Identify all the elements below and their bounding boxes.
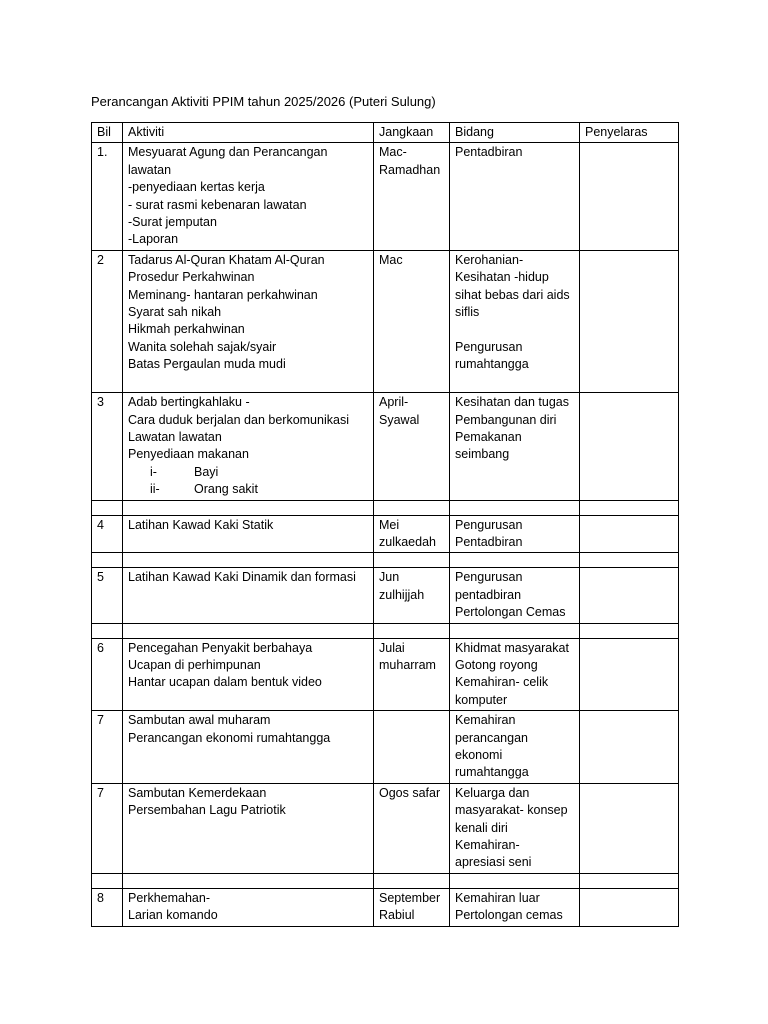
- cell-bil: 2: [92, 250, 123, 392]
- bidang-line: perancangan: [455, 730, 528, 745]
- cell-aktiviti: [123, 638, 374, 711]
- cell-aktiviti: [123, 250, 374, 392]
- cell-aktiviti: [123, 143, 374, 250]
- cell-bil: 3: [92, 393, 123, 500]
- activity-plan-table: [91, 122, 679, 927]
- jangkaan-line: Mac: [379, 252, 403, 267]
- bidang-line: sihat bebas dari aids: [455, 287, 570, 302]
- cell-jangkaan: [374, 638, 450, 711]
- cell-bil: 1.: [92, 143, 123, 250]
- bidang-line: Pengurusan: [455, 570, 523, 585]
- bidang-line: masyarakat- konsep: [455, 803, 568, 818]
- jangkaan-line: zulhijjah: [379, 587, 425, 602]
- aktiviti-line: Prosedur Perkahwinan: [128, 270, 255, 285]
- cell-aktiviti: [123, 711, 374, 784]
- aktiviti-line: - surat rasmi kebenaran lawatan: [128, 197, 307, 212]
- aktiviti-line: Persembahan Lagu Patriotik: [128, 803, 286, 818]
- jangkaan-line: Ogos safar: [379, 785, 441, 800]
- cell-jangkaan: [374, 568, 450, 623]
- cell-bil: 7: [92, 711, 123, 784]
- aktiviti-subitem: [128, 464, 368, 481]
- jangkaan-line: Syawal: [379, 412, 420, 427]
- bidang-line: komputer: [455, 692, 508, 707]
- cell-penyelaras: [580, 393, 679, 500]
- bidang-line: Gotong royong: [455, 657, 538, 672]
- cell-penyelaras: [580, 568, 679, 623]
- aktiviti-line: Syarat sah nikah: [128, 305, 222, 320]
- cell-jangkaan: [374, 250, 450, 392]
- bidang-line: ekonomi: [455, 748, 503, 762]
- aktiviti-line: Perancangan ekonomi rumahtangga: [128, 730, 331, 745]
- page-title: Perancangan Aktiviti PPIM tahun 2025/2026 (Puteri Sulung): [91, 94, 436, 109]
- jangkaan-line: September: [379, 890, 441, 905]
- cell-aktiviti: [123, 393, 374, 500]
- cell-jangkaan: [374, 711, 450, 784]
- table-row: [92, 568, 679, 623]
- bidang-line: seimbang: [455, 447, 510, 462]
- cell-jangkaan: [374, 888, 450, 926]
- bidang-line: Kemahiran-: [455, 838, 520, 853]
- subitem-text: Orang sakit: [194, 482, 258, 497]
- bidang-line: rumahtangga: [455, 357, 529, 372]
- bidang-line: Kemahiran: [455, 713, 516, 728]
- aktiviti-line: Ucapan di perhimpunan: [128, 657, 261, 672]
- cell-bidang: [450, 393, 580, 500]
- table-row: [92, 783, 679, 873]
- jangkaan-line: muharram: [379, 657, 436, 672]
- bidang-line: pentadbiran: [455, 587, 522, 602]
- aktiviti-line: Pencegahan Penyakit berbahaya: [128, 640, 313, 655]
- jangkaan-line: Mei: [379, 517, 400, 532]
- bidang-line: Pemakanan: [455, 429, 522, 444]
- aktiviti-line: Penyediaan makanan: [128, 447, 249, 462]
- aktiviti-line: Tadarus Al-Quran Khatam Al-Quran: [128, 252, 325, 267]
- table-row: [92, 515, 679, 553]
- bidang-line: apresiasi seni: [455, 855, 532, 870]
- table-header-row: [92, 123, 679, 143]
- jangkaan-line: Rabiul: [379, 908, 415, 923]
- cell-bidang: [450, 568, 580, 623]
- header-jangkaan: Jangkaan: [374, 123, 450, 143]
- cell-bil: 4: [92, 515, 123, 553]
- bidang-line: siflis: [455, 305, 480, 320]
- aktiviti-line: -Laporan: [128, 232, 179, 247]
- cell-bil: 5: [92, 568, 123, 623]
- aktiviti-line: Latihan Kawad Kaki Dinamik dan formasi: [128, 570, 356, 585]
- cell-bidang: [450, 143, 580, 250]
- cell-jangkaan: [374, 393, 450, 500]
- header-penyelaras: Penyelaras: [580, 123, 679, 143]
- jangkaan-line: zulkaedah: [379, 534, 436, 549]
- spacer-row: [92, 500, 679, 515]
- aktiviti-line: Sambutan awal muharam: [128, 713, 271, 728]
- bidang-line: Pertolongan cemas: [455, 908, 563, 923]
- bidang-line: Kemahiran luar: [455, 890, 540, 905]
- subitem-text: Bayi: [194, 464, 219, 479]
- aktiviti-line: Meminang- hantaran perkahwinan: [128, 287, 318, 302]
- spacer-row: [92, 623, 679, 638]
- cell-jangkaan: [374, 515, 450, 553]
- jangkaan-line: Julai: [379, 640, 405, 655]
- cell-bidang: [450, 250, 580, 392]
- aktiviti-line: Wanita solehah sajak/syair: [128, 339, 277, 354]
- aktiviti-line: Batas Pergaulan muda mudi: [128, 357, 286, 372]
- cell-penyelaras: [580, 711, 679, 784]
- bidang-line: Khidmat masyarakat: [455, 640, 569, 655]
- cell-bidang: [450, 783, 580, 873]
- table-row: [92, 250, 679, 392]
- cell-bil: 8: [92, 888, 123, 926]
- bidang-line: kenali diri: [455, 820, 508, 835]
- bidang-line: Pembangunan diri: [455, 412, 557, 427]
- bidang-line: Kemahiran- celik: [455, 675, 549, 690]
- cell-bidang: [450, 515, 580, 553]
- bidang-line: [455, 321, 574, 338]
- cell-penyelaras: [580, 783, 679, 873]
- subitem-number: ii-: [150, 482, 160, 497]
- cell-bidang: [450, 711, 580, 784]
- bidang-line: Pengurusan: [455, 339, 523, 354]
- table-row: [92, 711, 679, 784]
- spacer-row: [92, 873, 679, 888]
- cell-penyelaras: [580, 888, 679, 926]
- aktiviti-line: lawatan: [128, 162, 172, 177]
- cell-aktiviti: [123, 515, 374, 553]
- aktiviti-line: Hantar ucapan dalam bentuk video: [128, 675, 322, 690]
- aktiviti-line: Mesyuarat Agung dan Perancangan: [128, 145, 328, 160]
- cell-bidang: [450, 888, 580, 926]
- table-row: [92, 143, 679, 250]
- bidang-line: Pentadbiran: [455, 145, 523, 160]
- aktiviti-line: -penyediaan kertas kerja: [128, 180, 265, 195]
- bidang-line: Kesihatan dan tugas: [455, 395, 569, 410]
- bidang-line: Kesihatan -hidup: [455, 270, 549, 285]
- aktiviti-line: Sambutan Kemerdekaan: [128, 785, 267, 800]
- aktiviti-line: Perkhemahan-: [128, 890, 210, 905]
- aktiviti-line: Hikmah perkahwinan: [128, 322, 245, 337]
- spacer-row: [92, 553, 679, 568]
- cell-jangkaan: [374, 783, 450, 873]
- cell-aktiviti: [123, 783, 374, 873]
- table-body: [92, 143, 679, 926]
- cell-bidang: [450, 638, 580, 711]
- header-bil: Bil: [92, 123, 123, 143]
- aktiviti-line: Adab bertingkahlaku -: [128, 395, 250, 410]
- header-bidang: Bidang: [450, 123, 580, 143]
- table-row: [92, 888, 679, 926]
- aktiviti-line: Lawatan lawatan: [128, 429, 222, 444]
- bidang-line: Pentadbiran: [455, 534, 523, 549]
- header-aktiviti: Aktiviti: [123, 123, 374, 143]
- cell-penyelaras: [580, 143, 679, 250]
- bidang-line: Keluarga dan: [455, 785, 530, 800]
- aktiviti-line: Latihan Kawad Kaki Statik: [128, 517, 274, 532]
- cell-penyelaras: [580, 250, 679, 392]
- jangkaan-line: Jun: [379, 570, 400, 585]
- jangkaan-line: Ramadhan: [379, 162, 441, 177]
- aktiviti-line: -Surat jemputan: [128, 215, 217, 230]
- jangkaan-line: Mac-: [379, 145, 407, 160]
- blank-line: [128, 374, 368, 391]
- cell-jangkaan: [374, 143, 450, 250]
- aktiviti-subitem: [128, 481, 368, 498]
- cell-bil: 7: [92, 783, 123, 873]
- jangkaan-line: April-: [379, 395, 409, 410]
- bidang-line: Pertolongan Cemas: [455, 605, 566, 620]
- aktiviti-line: Cara duduk berjalan dan berkomunikasi: [128, 412, 349, 427]
- bidang-line: rumahtangga: [455, 765, 529, 780]
- aktiviti-line: Larian komando: [128, 908, 218, 923]
- cell-penyelaras: [580, 638, 679, 711]
- table-row: [92, 393, 679, 500]
- cell-penyelaras: [580, 515, 679, 553]
- bidang-line: Kerohanian-: [455, 252, 524, 267]
- subitem-number: i-: [150, 464, 157, 479]
- cell-aktiviti: [123, 568, 374, 623]
- cell-bil: 6: [92, 638, 123, 711]
- cell-aktiviti: [123, 888, 374, 926]
- table-row: [92, 638, 679, 711]
- bidang-line: Pengurusan: [455, 517, 523, 532]
